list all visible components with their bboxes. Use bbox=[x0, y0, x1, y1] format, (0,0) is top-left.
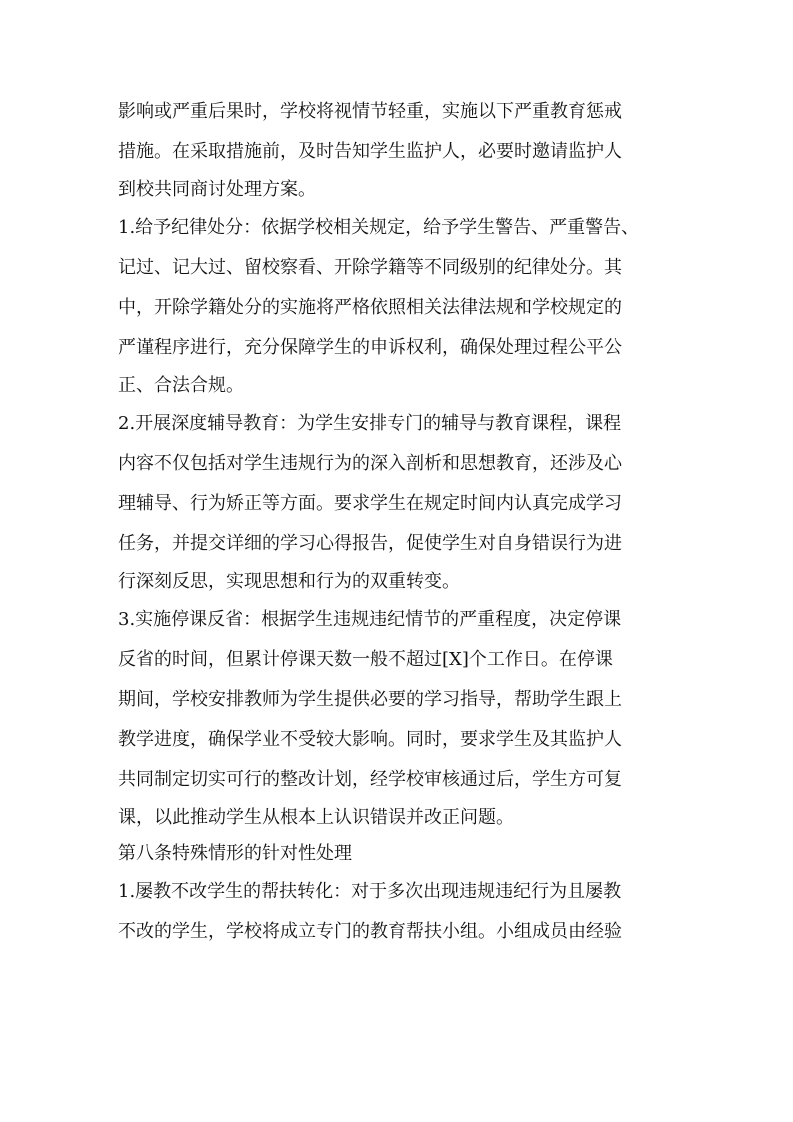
text-line: 记过、记大过、留校察看、开除学籍等不同级别的纪律处分。其 bbox=[118, 257, 622, 278]
text-line: 影响或严重后果时，学校将视情节轻重，实施以下严重教育惩戒 bbox=[118, 101, 622, 122]
text-line: 3.实施停课反省：根据学生违规违纪情节的严重程度，决定停课 bbox=[118, 609, 622, 630]
section-heading: 第八条特殊情形的针对性处理 bbox=[118, 843, 352, 864]
text-line: 反省的时间，但累计停课天数一般不超过[X]个工作日。在停课 bbox=[118, 649, 613, 670]
text-line: 正、合法合规。 bbox=[118, 375, 244, 396]
text-line: 2.开展深度辅导教育：为学生安排专门的辅导与教育课程，课程 bbox=[118, 413, 622, 434]
text-line: 课，以此推动学生从根本上认识错误并改正问题。 bbox=[118, 807, 514, 828]
text-line: 严谨程序进行，充分保障学生的申诉权利，确保处理过程公平公 bbox=[118, 337, 622, 358]
text-line: 理辅导、行为矫正等方面。要求学生在规定时间内认真完成学习 bbox=[118, 493, 622, 514]
text-line: 到校共同商讨处理方案。 bbox=[118, 179, 316, 200]
text-line: 教学进度，确保学业不受较大影响。同时，要求学生及其监护人 bbox=[118, 729, 622, 750]
text-line: 中，开除学籍处分的实施将严格依照相关法律法规和学校规定的 bbox=[118, 297, 622, 318]
text-line: 内容不仅包括对学生违规行为的深入剖析和思想教育，还涉及心 bbox=[118, 453, 622, 474]
text-line: 1.屡教不改学生的帮扶转化：对于多次出现违规违纪行为且屡教 bbox=[118, 881, 622, 902]
text-line: 不改的学生，学校将成立专门的教育帮扶小组。小组成员由经验 bbox=[118, 921, 622, 942]
text-line: 任务，并提交详细的学习心得报告，促使学生对自身错误行为进 bbox=[118, 533, 622, 554]
text-line: 共同制定切实可行的整改计划，经学校审核通过后，学生方可复 bbox=[118, 769, 622, 790]
document-body bbox=[118, 92, 678, 952]
text-line: 1.给予纪律处分：依据学校相关规定，给予学生警告、严重警告、 bbox=[118, 217, 640, 238]
text-line: 期间，学校安排教师为学生提供必要的学习指导，帮助学生跟上 bbox=[118, 689, 622, 710]
text-line: 措施。在采取措施前，及时告知学生监护人，必要时邀请监护人 bbox=[118, 141, 622, 162]
text-line: 行深刻反思，实现思想和行为的双重转变。 bbox=[118, 571, 460, 592]
